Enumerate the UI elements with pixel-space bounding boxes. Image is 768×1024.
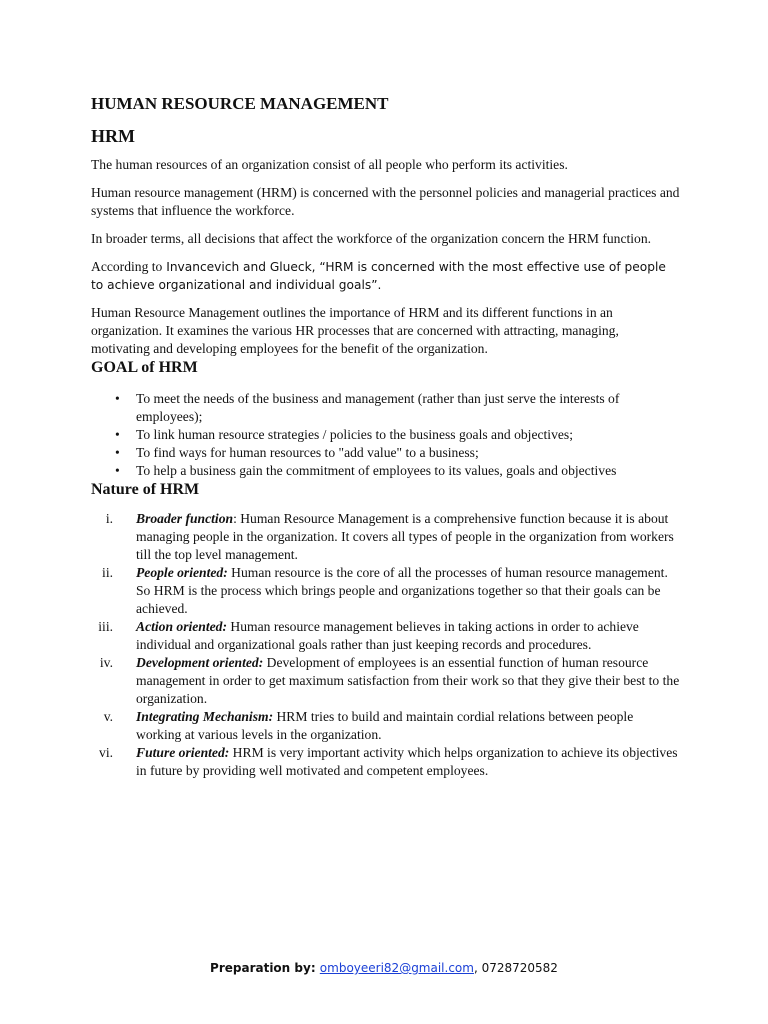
list-numeral: v. — [103, 709, 113, 724]
list-term: Future oriented: — [136, 745, 230, 760]
footer-label: Preparation by: — [210, 961, 320, 975]
nature-heading: Nature of HRM — [91, 481, 200, 498]
list-term: Integrating Mechanism: — [136, 709, 274, 724]
list-item: • To meet the needs of the business and management (rather than just serve the interests of employees); — [115, 391, 620, 424]
page-footer — [0, 961, 768, 975]
intro-paragraph-3: In broader terms, all decisions that affect the workforce of the organization concern the HRM function. — [91, 231, 652, 246]
list-numeral: iii. — [98, 619, 113, 634]
document-body — [91, 93, 681, 780]
goal-list — [91, 390, 681, 480]
bullet-icon: • — [115, 391, 120, 406]
definition-paragraph — [91, 258, 681, 294]
footer-phone: , 0728720582 — [473, 961, 558, 975]
definition-lead: According to — [91, 259, 163, 274]
overview-paragraph: Human Resource Management outlines the importance of HRM and its different functions in an organization. It examines the various HR processes that are concerned with attracting, managing, motivating and developing employees for the benefit of the organization. — [91, 305, 619, 356]
list-item: • To find ways for human resources to "add value" to a business; — [115, 445, 479, 460]
list-term: Broader function — [136, 511, 234, 526]
list-numeral: i. — [105, 511, 113, 526]
list-item: • To help a business gain the commitment of employees to its values, goals and objectives — [115, 463, 617, 478]
list-item: iii. Action oriented: Human resource management believes in taking actions in order to achieve individual and organizational goals rather than just keeping records and procedures. — [136, 618, 681, 654]
bullet-icon: • — [115, 463, 120, 478]
list-item: ii. People oriented: Human resource is the core of all the processes of human resource management. So HRM is the process which brings people and organizations together so that their goals can be achieved. — [136, 564, 681, 618]
list-term: Action oriented: — [136, 619, 228, 634]
definition-quote: Invancevich and Glueck, “HRM is concerned with the most effective use of people to achieve organizational and individual goals”. — [91, 260, 666, 292]
goal-heading: GOAL of HRM — [91, 359, 198, 376]
page-title: HUMAN RESOURCE MANAGEMENT — [91, 94, 389, 113]
footer-email-link[interactable]: omboyeeri82@gmail.com — [319, 961, 474, 975]
list-item: vi. Future oriented: HRM is very important activity which helps organization to achieve its objectives in future by providing well motivated and competent employees. — [136, 744, 681, 780]
list-item: v. Integrating Mechanism: HRM tries to build and maintain cordial relations between people working at various levels in the organization. — [136, 708, 681, 744]
bullet-icon: • — [115, 427, 120, 442]
bullet-icon: • — [115, 445, 120, 460]
nature-list — [91, 510, 681, 780]
intro-paragraph-2: Human resource management (HRM) is concerned with the personnel policies and managerial practices and systems that influence the workforce. — [91, 185, 680, 218]
list-item: i. Broader function: Human Resource Management is a comprehensive function because it is about managing people in the organization. It covers all types of people in the organization from workers till the top level management. — [136, 510, 681, 564]
list-numeral: ii. — [102, 565, 113, 580]
list-numeral: iv. — [99, 655, 113, 670]
list-item: • To link human resource strategies / policies to the business goals and objectives; — [115, 427, 573, 442]
intro-paragraph-1: The human resources of an organization consist of all people who perform its activities. — [91, 157, 568, 172]
page-subtitle: HRM — [91, 126, 135, 146]
list-item: iv. Development oriented: Development of employees is an essential function of human resource management in order to get maximum satisfaction from their work so that they give their best to the organization. — [136, 654, 681, 708]
list-numeral: vi. — [99, 745, 113, 760]
list-term: People oriented: — [136, 565, 228, 580]
list-term: Development oriented: — [136, 655, 264, 670]
